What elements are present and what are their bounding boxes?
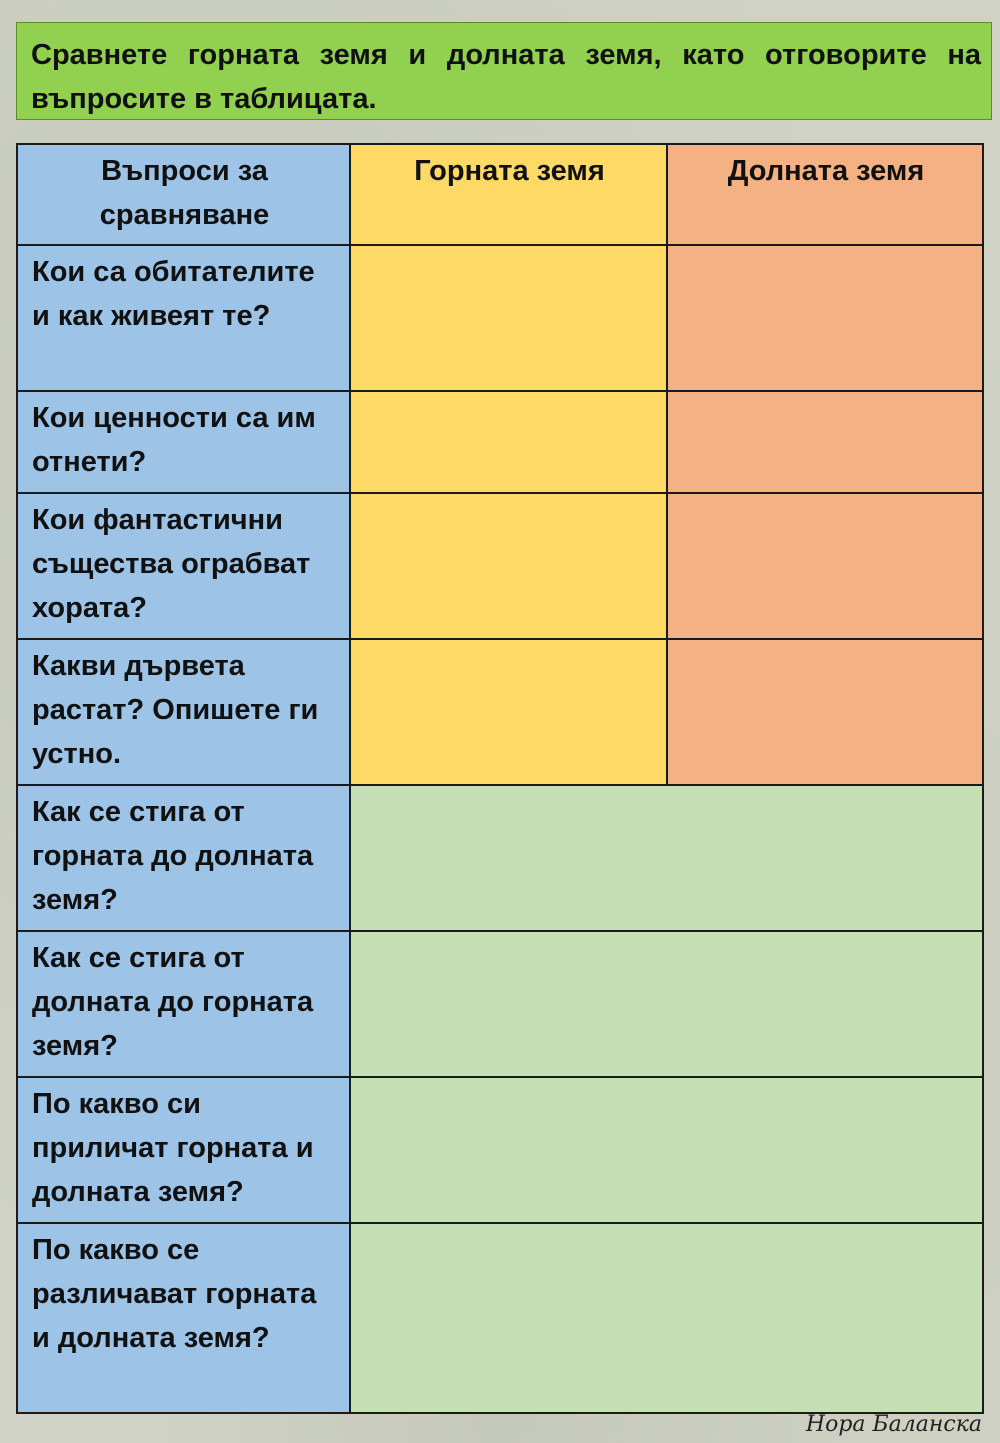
answer-cell-lower[interactable] bbox=[667, 245, 983, 391]
author-signature: Нора Баланска bbox=[805, 1412, 982, 1437]
answer-cell-lower[interactable] bbox=[667, 493, 983, 639]
answer-cell-lower[interactable] bbox=[667, 391, 983, 493]
table-row-merged bbox=[17, 1077, 983, 1223]
table-row bbox=[17, 391, 983, 493]
row-question: По какво се различават горната и долната земя? bbox=[17, 1223, 350, 1413]
table-row-merged bbox=[17, 931, 983, 1077]
answer-cell-upper[interactable] bbox=[350, 493, 667, 639]
table-header-row bbox=[17, 144, 983, 245]
table-row bbox=[17, 493, 983, 639]
row-question: Кои фантастични същества ограбват хората? bbox=[17, 493, 350, 639]
header-lower-land: Долната земя bbox=[667, 144, 983, 245]
row-question: Какви дървета растат? Опишете ги устно. bbox=[17, 639, 350, 785]
row-question: Кои са обитателите и как живеят те? bbox=[17, 245, 350, 391]
answer-cell-upper[interactable] bbox=[350, 391, 667, 493]
table-row-merged bbox=[17, 785, 983, 931]
answer-cell-lower[interactable] bbox=[667, 639, 983, 785]
row-question: Как се стига от горната до долната земя? bbox=[17, 785, 350, 931]
header-upper-land: Горната земя bbox=[350, 144, 667, 245]
instruction-banner: Сравнете горната земя и долната земя, като отговорите на въпросите в таблицата. bbox=[16, 22, 992, 120]
answer-cell-merged[interactable] bbox=[350, 1077, 983, 1223]
table-row-merged bbox=[17, 1223, 983, 1413]
table-row bbox=[17, 245, 983, 391]
answer-cell-merged[interactable] bbox=[350, 931, 983, 1077]
answer-cell-merged[interactable] bbox=[350, 1223, 983, 1413]
header-questions: Въпроси за сравняване bbox=[17, 144, 350, 245]
answer-cell-upper[interactable] bbox=[350, 639, 667, 785]
row-question: Как се стига от долната до горната земя? bbox=[17, 931, 350, 1077]
table-row bbox=[17, 639, 983, 785]
answer-cell-merged[interactable] bbox=[350, 785, 983, 931]
answer-cell-upper[interactable] bbox=[350, 245, 667, 391]
row-question: По какво си приличат горната и долната земя? bbox=[17, 1077, 350, 1223]
row-question: Кои ценности са им отнети? bbox=[17, 391, 350, 493]
comparison-table bbox=[16, 143, 984, 1414]
